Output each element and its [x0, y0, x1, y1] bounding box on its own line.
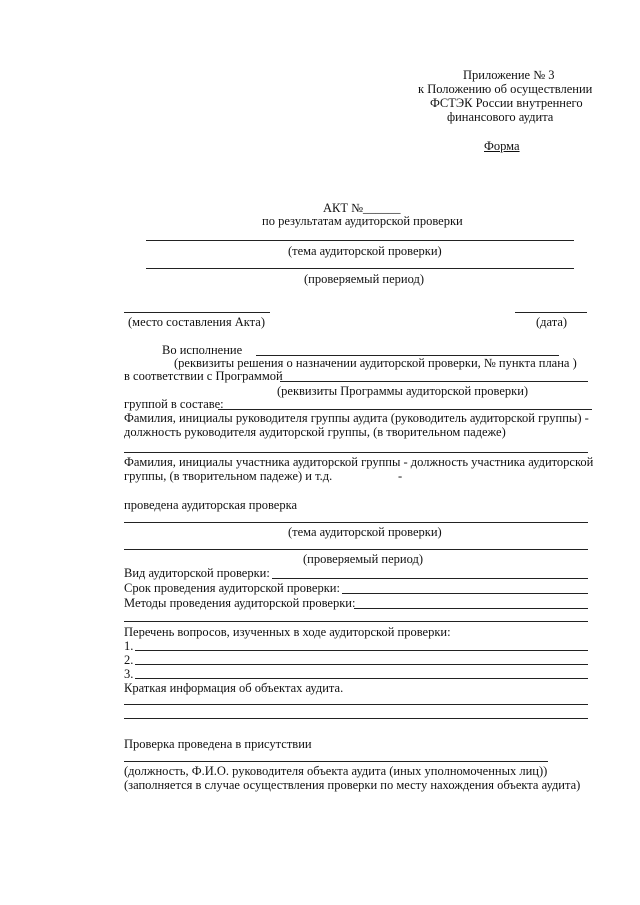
audit-objects-label: Краткая информация об объектах аудита. — [124, 681, 344, 695]
audit-term-label: Срок проведения аудиторской проверки: — [124, 581, 340, 595]
presence-caption-2: (заполняется в случае осуществления проверки по месту нахождения объекта аудита) — [124, 778, 581, 792]
group-label: группой в составе: — [124, 397, 224, 411]
requisites-caption: (реквизиты решения о назначении аудиторской проверки, № пункта плана ) — [174, 356, 577, 370]
question-item-1: 1. — [124, 639, 134, 653]
place-caption: (место составления Акта) — [128, 315, 266, 329]
group-underline[interactable] — [218, 409, 592, 410]
audit-term-underline[interactable] — [342, 593, 588, 594]
question-item-3: 3. — [124, 667, 134, 681]
audit-topic-caption: (тема аудиторской проверки) — [288, 525, 442, 539]
audit-objects-underline-1[interactable] — [124, 704, 588, 705]
group-head-line2: должность руководителя аудиторской группы, (в творительном падеже) — [124, 425, 506, 439]
appendix-number: Приложение № 3 — [463, 68, 555, 82]
group-member-dash: - — [398, 469, 403, 483]
presence-label: Проверка проведена в присутствии — [124, 737, 312, 751]
appendix-ref-line3: финансового аудита — [447, 110, 554, 124]
place-underline[interactable] — [124, 312, 270, 313]
audit-period-underline[interactable] — [124, 549, 588, 550]
audit-period-caption: (проверяемый период) — [303, 552, 423, 566]
program-caption: (реквизиты Программы аудиторской проверки) — [277, 384, 529, 398]
question-3-underline[interactable] — [135, 678, 588, 679]
audit-methods-label: Методы проведения аудиторской проверки: — [124, 596, 356, 610]
group-head-underline[interactable] — [124, 452, 588, 453]
form-label: Форма — [484, 139, 520, 153]
program-underline[interactable] — [280, 381, 588, 382]
audit-extra-underline[interactable] — [124, 621, 588, 622]
appendix-ref-line2: ФСТЭК России внутреннего — [430, 96, 583, 110]
period-caption: (проверяемый период) — [304, 272, 424, 286]
topic-underline[interactable] — [146, 240, 574, 241]
date-underline[interactable] — [515, 312, 587, 313]
audit-methods-underline[interactable] — [354, 608, 588, 609]
date-caption: (дата) — [536, 315, 568, 329]
audit-type-underline[interactable] — [272, 578, 588, 579]
audit-topic-underline[interactable] — [124, 522, 588, 523]
topic-caption: (тема аудиторской проверки) — [288, 244, 442, 258]
execution-label: Во исполнение — [162, 343, 243, 357]
appendix-ref-line1: к Положению об осуществлении — [418, 82, 593, 96]
presence-caption-1: (должность, Ф.И.О. руководителя объекта аудита (иных уполномоченных лиц)) — [124, 764, 548, 778]
question-1-underline[interactable] — [135, 650, 588, 651]
group-member-line2: группы, (в творительном падеже) и т.д. — [124, 469, 333, 483]
group-member-line1: Фамилия, инициалы участника аудиторской группы - должность участника аудиторской — [124, 455, 594, 469]
question-2-underline[interactable] — [135, 664, 588, 665]
audit-performed-label: проведена аудиторская проверка — [124, 498, 297, 512]
questions-label: Перечень вопросов, изученных в ходе аудиторской проверки: — [124, 625, 451, 639]
presence-underline[interactable] — [124, 761, 548, 762]
question-item-2: 2. — [124, 653, 134, 667]
period-underline[interactable] — [146, 268, 574, 269]
act-title: АКТ №______ — [323, 201, 401, 215]
audit-type-label: Вид аудиторской проверки: — [124, 566, 270, 580]
program-label: в соответствии с Программой — [124, 369, 283, 383]
group-head-line1: Фамилия, инициалы руководителя группы аудита (руководитель аудиторской группы) - — [124, 411, 589, 425]
audit-objects-underline-2[interactable] — [124, 718, 588, 719]
act-subtitle: по результатам аудиторской проверки — [262, 214, 463, 228]
